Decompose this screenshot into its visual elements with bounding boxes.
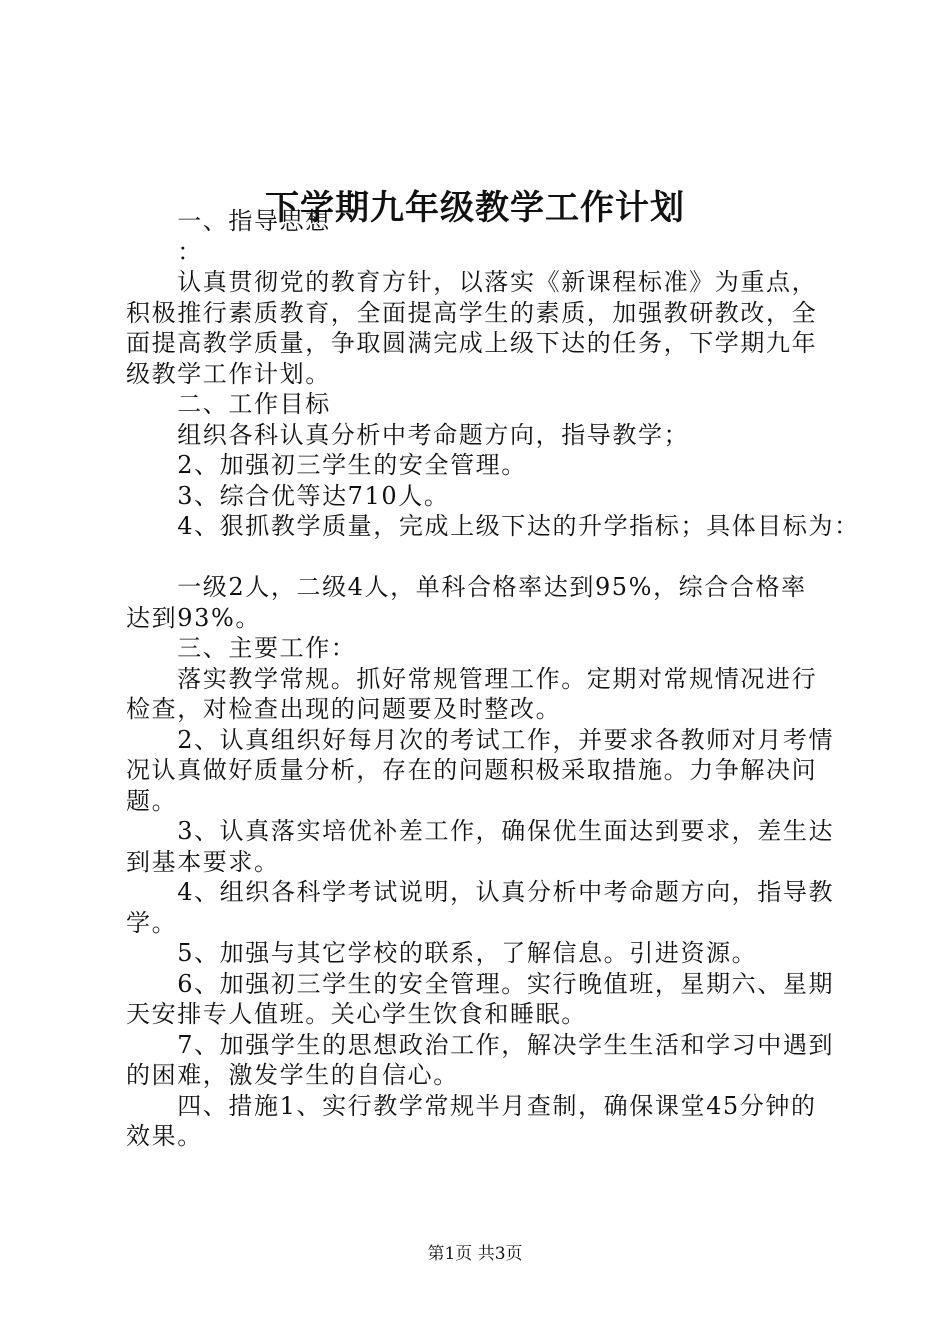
body-line: 一级2人，二级4人，单科合格率达到95%，综合合格率 [126, 573, 807, 601]
body-line: 一、指导思想 [126, 207, 331, 235]
body-line: 组织各科认真分析中考命题方向，指导教学； [126, 420, 690, 449]
body-line: 级教学工作计划。 [126, 359, 331, 388]
body-line: 3、认真落实培优补差工作，确保优生面达到要求，差生达 [126, 817, 835, 845]
body-line: 检查，对检查出现的问题要及时整改。 [126, 695, 562, 723]
body-line: 认真贯彻党的教育方针，以落实《新课程标准》为重点， [126, 268, 818, 296]
body-line: 天安排专人值班。关心学生饮食和睡眠。 [126, 1000, 587, 1028]
body-line: 况认真做好质量分析，存在的问题积极采取措施。力争解决问 [126, 756, 818, 784]
body-line: 2、认真组织好每月次的考试工作，并要求各教师对月考情 [126, 725, 835, 754]
body-line: 四、措施1、实行教学常规半月查制，确保课堂45分钟的 [126, 1091, 817, 1120]
body-line: 到基本要求。 [126, 847, 280, 876]
body-line: 面提高教学质量，争取圆满完成上级下达的任务，下学期九年 [126, 329, 818, 357]
body-line: 5、加强与其它学校的联系，了解信息。引进资源。 [126, 939, 758, 967]
page-footer: 第1页 共3页 [427, 1244, 523, 1264]
document-body [126, 206, 860, 1152]
body-line: 三、主要工作： [126, 634, 357, 662]
body-line: 2、加强初三学生的安全管理。 [126, 451, 527, 479]
body-line: 达到93%。 [126, 603, 261, 632]
body-line: 题。 [126, 786, 178, 815]
body-line: 学。 [126, 908, 178, 937]
body-line: ： [126, 237, 203, 266]
body-line: 二、工作目标 [126, 390, 331, 418]
body-line: 效果。 [126, 1122, 203, 1150]
body-line [126, 542, 834, 573]
body-line: 积极推行素质教育，全面提高学生的素质，加强教研教改，全 [126, 298, 818, 327]
document-title: 下学期九年级教学工作计划 [265, 188, 685, 228]
body-line: 6、加强初三学生的安全管理。实行晚值班，星期六、星期 [126, 969, 835, 998]
body-line: 4、狠抓教学质量，完成上级下达的升学指标；具体目标为： [126, 512, 860, 540]
body-line: 7、加强学生的思想政治工作，解决学生生活和学习中遇到 [126, 1030, 835, 1059]
body-line: 的困难，激发学生的自信心。 [126, 1061, 459, 1089]
body-line: 3、综合优等达710人。 [126, 481, 450, 510]
body-line: 4、组织各科学考试说明，认真分析中考命题方向，指导教 [126, 878, 835, 906]
body-line: 落实教学常规。抓好常规管理工作。定期对常规情况进行 [126, 664, 818, 693]
